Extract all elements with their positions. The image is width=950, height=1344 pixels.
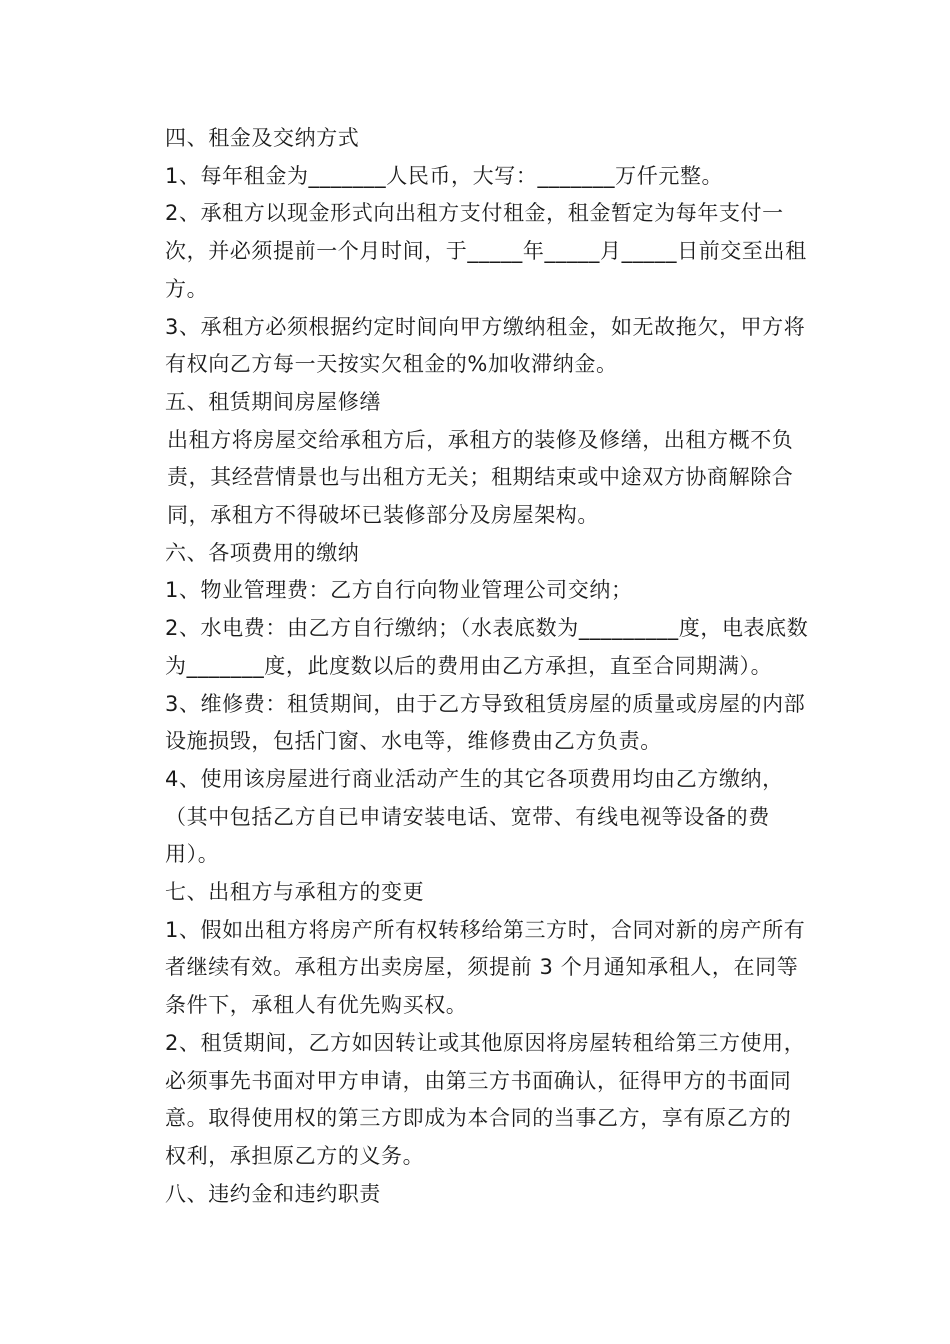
clause-sublease: 2、租赁期间，乙方如因转让或其他原因将房屋转租给第三方使用，必须事先书面对甲方申请，由第三方书面确认，征得甲方的书面同意。取得使用权的第三方即成为本合同的当事乙方，享有原乙方的权利，承担原乙方的义务。 <box>165 1030 806 1168</box>
document-body <box>145 120 810 1213</box>
clause-utility-fee: 2、水电费：由乙方自行缴纳；（水表底数为_________度，电表底数为_______度，此度数以后的费用由乙方承担，直至合同期满）。 <box>165 616 809 678</box>
clause-ownership-transfer: 1、假如出租方将房产所有权转移给第三方时，合同对新的房产所有者继续有效。承租方出卖房屋，须提前 3 个月通知承租人，在同等条件下，承租人有优先购买权。 <box>165 917 806 1018</box>
clause-maintenance-fee: 3、维修费：租赁期间，由于乙方导致租赁房屋的质量或房屋的内部设施损毁，包括门窗、水电等，维修费由乙方负责。 <box>165 691 806 754</box>
clause-renovation-responsibility: 出租方将房屋交给承租方后，承租方的装修及修缮，出租方概不负责，其经营情景也与出租方无关；租期结束或中途双方协商解除合同，承租方不得破坏已装修部分及房屋架构。 <box>167 427 794 528</box>
section-heading-party-changes: 七、出租方与承租方的变更 <box>165 880 425 905</box>
clause-rent-payment-method: 2、承租方以现金形式向出租方支付租金，租金暂定为每年支付一次，并必须提前一个月时间，于_____年_____月_____日前交至出租方。 <box>165 201 807 301</box>
section-heading-fees: 六、各项费用的缴纳 <box>165 540 360 565</box>
section-heading-breach: 八、违约金和违约职责 <box>165 1181 381 1206</box>
section-heading-repairs: 五、租赁期间房屋修缮 <box>165 389 381 414</box>
clause-other-fees: 4、使用该房屋进行商业活动产生的其它各项费用均由乙方缴纳，（其中包括乙方自已申请安装电话、宽带、有线电视等设备的费用）。 <box>165 766 784 867</box>
clause-annual-rent: 1、每年租金为_______人民币，大写：_______万仟元整。 <box>165 163 724 188</box>
section-heading-rent-payment: 四、租金及交纳方式 <box>165 126 360 150</box>
clause-late-fee: 3、承租方必须根据约定时间向甲方缴纳租金，如无故拖欠，甲方将有权向乙方每一天按实欠租金的%加收滞纳金。 <box>165 314 806 377</box>
clause-property-management-fee: 1、物业管理费：乙方自行向物业管理公司交纳； <box>165 578 633 603</box>
